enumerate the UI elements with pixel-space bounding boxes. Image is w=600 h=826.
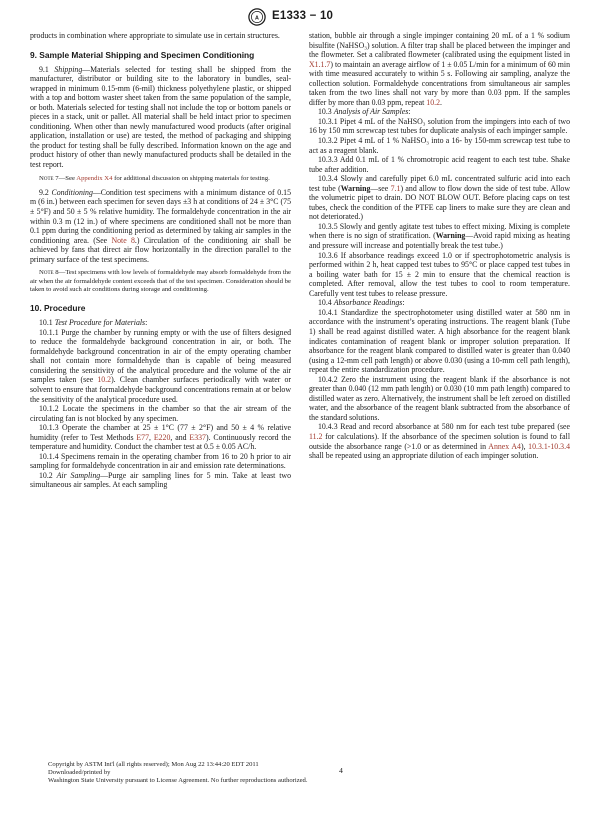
test-procedure-title: Test Procedure for Materials — [54, 318, 146, 328]
page-number: 4 — [339, 766, 343, 775]
shipping-title: Shipping — [54, 64, 83, 74]
page-header — [0, 6, 600, 32]
conditioning-title: Conditioning — [51, 187, 93, 197]
section-10-3-range-link[interactable]: 10.3.1-10.3.4 — [528, 441, 570, 451]
paragraph-10-1-3: 10.1.3 Operate the chamber at 25 ± 1°C (77 ± 2°F) and 50 ± 4 % relative humidity (refer to Test Methods E77, E220, and E337). Continuously record the temperature and humidity. Conduct the chamber test at 0.5 ± 0.05 AC/h. — [30, 423, 291, 452]
air-sampling-continued: station, bubble air through a single impinger containing 20 mL of a 1 % sodium bisulfite (NaHSO₃) solution. A filter trap shall be placed between the impinger and the flowmeter. Set a calibrated flowmeter (calibrated using the equipment listed in X1.1.7) to maintain an average airflow of 1 ± 0.05 L/min for a minimum of 60 min with time measured accurately to within 5 s. Following air sampling, analyze the collection solution. Formaldehyde concentrations from simultaneous air samples taken from the two lines shall not vary by more than 0.03 ppm. If the samples differ by more than 0.03 ppm, repeat 10.2. — [309, 31, 570, 107]
e220-link[interactable]: E220 — [153, 432, 171, 442]
section-10-heading: 10. Procedure — [30, 303, 86, 314]
copyright-line: Copyright by ASTM Int'l (all rights reserved); Mon Aug 22 13:44:20 EDT 2011 — [48, 761, 259, 768]
e77-link[interactable]: E77 — [136, 432, 150, 442]
paragraph-10-1-1: 10.1.1 Purge the chamber by running empty or with the use of filters designed to reduce the formaldehyde background concentration in air, or both. The formaldehyde background concentration in air of the empty operating chamber shall not contain more formaldehyde than is capable of being measured considering the sensitivity of the analytical procedure and the volume of the air samples taken (see 10.2). Clean chamber surfaces periodically with water or solvent to ensure that formaldehyde background concentrations remain at or below the sensitivity of the analytical procedure used. — [30, 327, 291, 404]
paragraph-9-2: 9.2 Conditioning—Condition test specimens with a minimum distance of 0.15 m (6 in.) between each specimen for seven days ±3 h at conditions of 24 ± 3°C (75 ± 5°F) and 50 ± 5 % relative humidity. The formaldehyde concentration in the air within 0.3 m (12 in.) of where specimens are conditioned shall not be more than 0.1 ppm during the conditioning period as determined by taking air samples in the conditioning area. (See Note 8.) Circulation of the conditioning air shall be achieved by fans that direct air flow horizontally in the direction parallel to the primary surface of the test specimens. — [30, 187, 291, 264]
download-line: Downloaded/printed by — [48, 769, 111, 777]
copyright-footer — [48, 761, 568, 786]
paragraph-10-4-1: 10.4.1 Standardize the spectrophotometer using distilled water at 580 nm in accordance with the instrument’s operating instructions. The reagent blank (Tube 1) shall be read against distilled water. A high absorbance for the reagent blank indicates contamination of reagent blank or improper solution preparation. If absorbance for the reagent blank compared to distilled water is greater than 0.040 (using a 12-mm cell path length) or above 0.030 (using a 10-mm cell path length), repeat the entire standardization procedure. — [309, 307, 570, 375]
absorbance-title: Absorbance Readings — [333, 298, 403, 308]
right-column — [309, 31, 570, 461]
annex-a4-link[interactable]: Annex A4 — [488, 441, 521, 451]
left-column — [30, 31, 291, 490]
paragraph-10-1: 10.1 Test Procedure for Materials: — [39, 318, 148, 328]
standard-designation: E1333 − 10 — [272, 10, 334, 22]
paragraph-10-1-2: 10.1.2 Locate the specimens in the chamber so that the air stream of the circulating fan is not blocked by any specimen. — [30, 404, 291, 423]
paragraph-10-3: 10.3 Analysis of Air Samples: — [318, 107, 411, 117]
section-10-2-link[interactable]: 10.2 — [97, 375, 112, 385]
paragraph-10-3-2: 10.3.2 Pipet 4 mL of 1 % NaHSO₃ into a 16- by 150-mm screwcap test tube to act as a reagent blank. — [309, 136, 570, 155]
appendix-x4-link[interactable]: Appendix X4 — [76, 174, 113, 182]
x1-1-7-link[interactable]: X1.1.7 — [309, 59, 331, 69]
astm-logo-icon — [248, 8, 266, 26]
warning-label: Warning — [340, 183, 371, 193]
paragraph-10-3-3: 10.3.3 Add 0.1 mL of 1 % chromotropic acid reagent to each test tube. Shake tube after addition. — [309, 155, 570, 174]
section-11-2-link[interactable]: 11.2 — [309, 431, 323, 441]
section-10-2-repeat-link[interactable]: 10.2 — [426, 97, 440, 107]
paragraph-10-4: 10.4 Absorbance Readings: — [318, 298, 405, 308]
analysis-title: Analysis of Air Samples — [333, 107, 409, 117]
section-9-heading: 9. Sample Material Shipping and Specimen Conditioning — [30, 49, 255, 60]
paragraph-10-3-6: 10.3.6 If absorbance readings exceed 1.0 or if spectrophotometric analysis is performed within 2 h, heat capped test tubes to 95°C or place capped test tubes in a boiling water bath for 15 ± 2 min to ensure that the chemical reaction is completed. After removal, allow the test tubes to cool to room temperature. Carefully vent test tubes to release pressure. — [309, 250, 570, 298]
e337-link[interactable]: E337 — [189, 432, 206, 442]
intro-paragraph: products in combination where appropriate to simulate use in certain structures. — [30, 31, 280, 40]
license-line: Washington State University pursuant to License Agreement. No further reproductions authorized. — [48, 777, 308, 785]
paragraph-10-3-4: 10.3.4 Slowly and carefully pipet 6.0 mL concentrated sulfuric acid into each test tube (Warning—see 7.1) and allow to flow down the side of test tube. Allow the volumetric pipet to drain. DO NOT BLOW OUT. Before placing caps on test tubes, check the condition of the PTFE cap liners to make sure they are clean and not deteriorated.) — [309, 174, 570, 222]
note-8-link[interactable]: Note 8 — [111, 235, 135, 245]
paragraph-10-4-3: 10.4.3 Read and record absorbance at 580 nm for each test tube prepared (see 11.2 for calculations). If the absorbance of the specimen solution is found to fall outside the absorbance range (>1.0 or as determined in Annex A4), 10.3.1-10.3.4 shall be repeated using an appropriate dilution of each impinger solution. — [309, 422, 570, 461]
paragraph-10-4-2: 10.4.2 Zero the instrument using the reagent blank if the absorbance is not greater than 0.040 (12 mm path length) or 0.030 (10 mm path length) compared to distilled water as zero. Alternatively, the instrument shall be left zeroed on distilled water, and the absorbance of the reagent blank subtracted from the absorbance of the standard solutions. — [309, 374, 570, 422]
note-8: Note 8—Test specimens with low levels of formaldehyde may absorb formaldehyde from the air when the air formaldehyde content exceeds that of the test specimen. Consideration should be taken to avoid such air conditions during storage and conditioning. — [30, 269, 291, 293]
paragraph-10-3-5: 10.3.5 Slowly and gently agitate test tubes to effect mixing. Mixing is complete when there is no sign of stratification. (Warning—Avoid rapid mixing as heating and pressure will increase and potentially break the test tube.) — [309, 221, 570, 251]
note-7: Note 7—See Appendix X4 for additional discussion on shipping materials for testing. — [39, 174, 270, 182]
svg-text:A: A — [255, 15, 259, 22]
warning-label: Warning — [435, 231, 466, 241]
air-sampling-title: Air Sampling — [56, 470, 101, 480]
paragraph-10-2: 10.2 Air Sampling—Purge air sampling lines for 5 min. Take at least two simultaneous air samples. At each sampling — [30, 470, 291, 490]
section-7-1-link[interactable]: 7.1 — [390, 183, 401, 193]
paragraph-10-3-1: 10.3.1 Pipet 4 mL of the NaHSO₃ solution from the impingers into each of two 16 by 150 mm screwcap test tubes for duplicate analysis of each impinger sample. — [309, 116, 570, 136]
paragraph-10-1-4: 10.1.4 Specimens remain in the operating chamber from 16 to 20 h prior to air sampling for formaldehyde concentration in air and emission rate determinations. — [30, 451, 291, 471]
paragraph-9-1: 9.1 Shipping—Materials selected for testing shall be shipped from the manufacturer, distributor or building site to the laboratory in bundles, seal-wrapped in minimum 0.15-mm (6-mil) thickness polyethylene plastic, or shipped with a top and bottom waster sheet taken from the same population of the sample, or both. Materials selected for testing shall not include the top or bottom panels or pieces in a stack, unit or pallet. All material shall be held intact prior to specimen conditioning. When other than newly manufactured wood products (after original application, installation or use) are tested, the method of packaging and shipping the product for testing shall be fully described. Information known on the age and product history of other than newly manufactured products shall be detailed in the test report. — [30, 64, 292, 170]
